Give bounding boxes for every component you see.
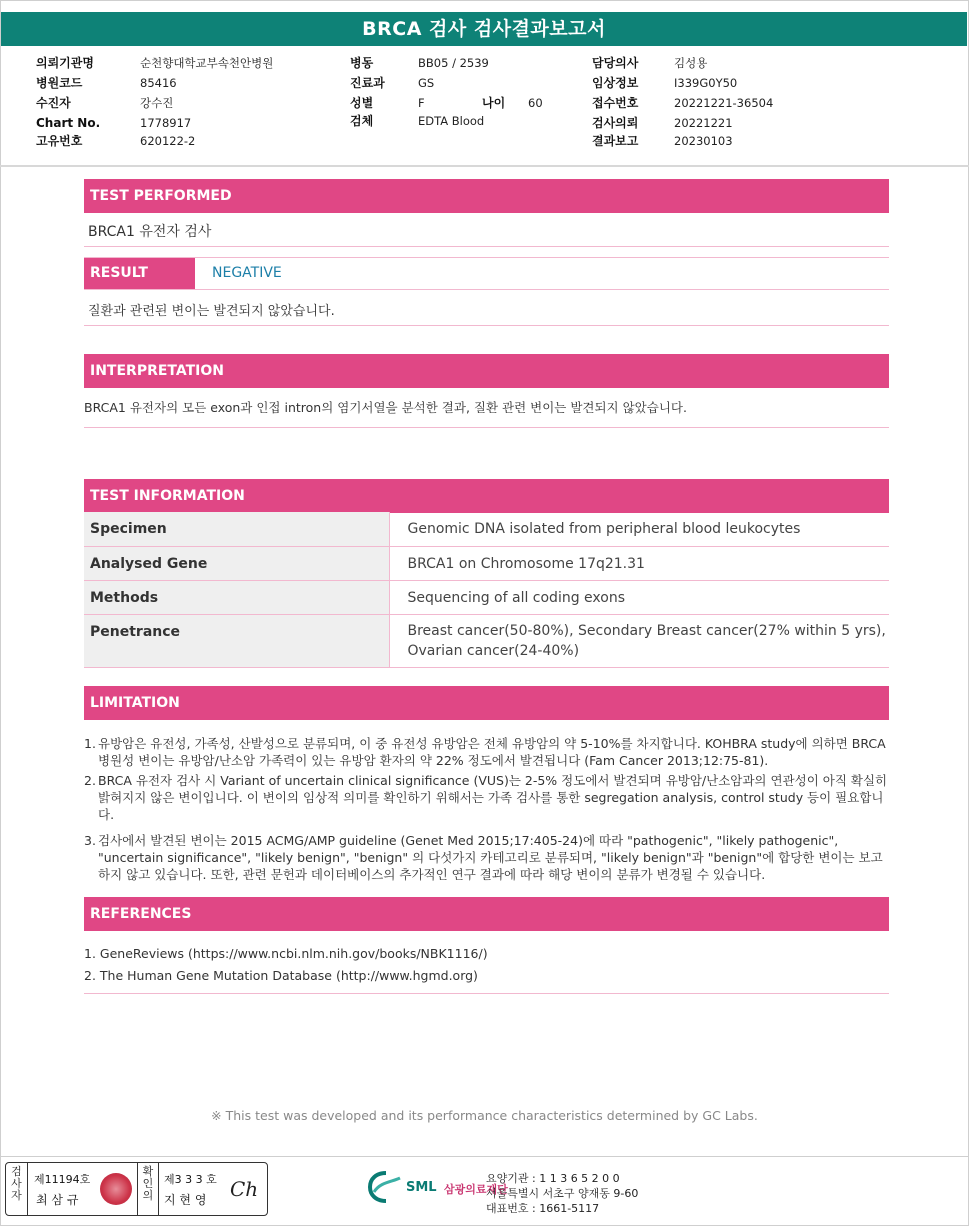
info-label: 수진자 xyxy=(36,96,71,110)
confirmer-license: 제3 3 3 호 xyxy=(164,1173,217,1186)
item-number: 1. xyxy=(84,736,96,751)
divider xyxy=(0,1156,969,1157)
lab-name: 삼광의료재단 xyxy=(444,1183,508,1196)
item-number: 2. xyxy=(84,773,96,788)
sex: F xyxy=(418,96,425,110)
limitation-heading: LIMITATION xyxy=(84,686,889,720)
info-row xyxy=(350,76,385,90)
confirmer-name: 지 현 영 xyxy=(164,1193,207,1207)
inspector-license: 제11194호 xyxy=(34,1173,91,1186)
seal-stamp xyxy=(100,1173,132,1205)
sml-logo-text: SML xyxy=(406,1180,437,1195)
row-value: Genomic DNA isolated from peripheral blood leukocytes xyxy=(389,512,889,546)
info-label: Chart No. xyxy=(36,116,101,130)
info-value xyxy=(674,76,737,90)
info-row xyxy=(36,96,71,110)
divider xyxy=(84,427,889,428)
confirmer-label xyxy=(137,1163,159,1215)
divider xyxy=(84,325,889,326)
limitation-item xyxy=(84,735,889,769)
info-value xyxy=(528,96,543,110)
hospital-code: 85416 xyxy=(140,76,177,90)
lab-address: 서울특별시 서초구 양재동 9-60 xyxy=(486,1187,639,1200)
info-row xyxy=(350,56,373,70)
row-key: Methods xyxy=(84,580,389,614)
interpretation-text: BRCA1 유전자의 모든 exon과 인접 intron의 염기서열을 분석한 결과, 질환 관련 변이는 발견되지 않았습니다. xyxy=(84,400,687,415)
unique-id: 620122-2 xyxy=(140,134,196,148)
info-row xyxy=(36,116,100,130)
info-value xyxy=(674,56,707,70)
info-value xyxy=(140,116,191,130)
lab-phone: 대표번호 : 1661-5117 xyxy=(486,1202,600,1215)
divider xyxy=(84,993,889,994)
row-value: BRCA1 on Chromosome 17q21.31 xyxy=(389,546,889,580)
info-row xyxy=(592,76,638,90)
patient-name: 강수진 xyxy=(140,96,174,110)
limitation-item xyxy=(84,772,889,823)
divider xyxy=(84,289,889,290)
footnote: ※ This test was developed and its performance characteristics determined by GC Labs. xyxy=(211,1108,758,1123)
info-value xyxy=(674,134,733,148)
table-row xyxy=(84,614,889,667)
info-value xyxy=(140,134,195,148)
test-information-table xyxy=(84,512,889,668)
penetrance-line-1: Breast cancer(50-80%), Secondary Breast cancer(27% within 5 yrs), xyxy=(407,622,886,639)
inspector-label-text: 검사자 xyxy=(11,1165,22,1202)
report-date: 20230103 xyxy=(674,134,733,148)
interpretation-heading: INTERPRETATION xyxy=(84,354,889,388)
info-label: 검사의뢰 xyxy=(592,116,639,130)
info-label: 임상정보 xyxy=(592,76,639,90)
info-row xyxy=(36,134,82,148)
info-value xyxy=(674,96,773,110)
item-number: 3. xyxy=(84,833,96,848)
test-performed-value: BRCA1 유전자 검사 xyxy=(88,224,212,240)
item-text: BRCA 유전자 검사 시 Variant of uncertain clinical significance (VUS)는 2-5% 정도에서 발견되며 유방암/난소암과의 연관성이 아직 확실히 밝혀지지 않은 변이입니다. 이 변이의 임상적 의미를 확인하기 위해서는 가족 검사를 통한 segregation analysis, control study 등이 필요합니다. xyxy=(98,773,888,822)
info-label: 성별 xyxy=(350,96,374,110)
info-value xyxy=(674,116,733,130)
handwritten-signature: Ch xyxy=(230,1177,259,1201)
info-label: 결과보고 xyxy=(592,134,639,148)
item-text: 유방암은 유전성, 가족성, 산발성으로 분류되며, 이 중 유전성 유방암은 전체 유방암의 약 5-10%를 차지합니다. KOHBRA study에 의하면 BRCA 병원성 변이는 유방암/난소암 가족력이 있는 유방암 환자의 약 22% 정도에서 발견됩니다 (Fam Cancer 2013;12:75-81). xyxy=(98,736,886,768)
limitation-item xyxy=(84,832,889,883)
lab-code: 요양기관 : 1 1 3 6 5 2 0 0 xyxy=(486,1172,620,1185)
info-label: 접수번호 xyxy=(592,96,639,110)
request-date: 20221221 xyxy=(674,116,733,130)
info-row xyxy=(592,96,638,110)
report-title: BRCA 검사 검사결과보고서 xyxy=(1,12,967,46)
chart-no: 1778917 xyxy=(140,116,192,130)
result-value: NEGATIVE xyxy=(212,265,282,281)
info-row xyxy=(36,56,94,70)
info-label: 나이 xyxy=(482,96,506,110)
sml-logo-icon xyxy=(366,1170,406,1204)
table-row xyxy=(84,546,889,580)
info-value xyxy=(418,96,425,110)
info-label: 고유번호 xyxy=(36,134,83,148)
info-row xyxy=(350,114,373,128)
test-information-heading: TEST INFORMATION xyxy=(84,479,889,513)
result-label: RESULT xyxy=(84,258,195,289)
info-label: 병동 xyxy=(350,56,374,70)
age: 60 xyxy=(528,96,543,110)
table-row xyxy=(84,512,889,546)
result-description: 질환과 관련된 변이는 발견되지 않았습니다. xyxy=(88,304,335,319)
info-row xyxy=(350,96,373,110)
row-key: Penetrance xyxy=(84,614,389,667)
hospital-name: 순천향대학교부속천안병원 xyxy=(140,56,274,70)
info-value xyxy=(418,76,434,90)
info-label: 의뢰기관명 xyxy=(36,56,94,70)
department: GS xyxy=(418,76,435,90)
info-row xyxy=(592,134,638,148)
receipt-number: 20221221-36504 xyxy=(674,96,774,110)
penetrance-line-2: Ovarian cancer(24-40%) xyxy=(407,642,580,659)
patient-info-header xyxy=(0,48,969,167)
table-row xyxy=(84,580,889,614)
info-value xyxy=(140,96,173,110)
divider xyxy=(84,246,889,247)
reference-item: 1. GeneReviews (https://www.ncbi.nlm.nih.gov/books/NBK1116/) xyxy=(84,946,488,961)
info-value xyxy=(418,56,489,70)
info-label: 진료과 xyxy=(350,76,385,90)
inspector-label xyxy=(6,1163,28,1215)
info-label: 병원코드 xyxy=(36,76,83,90)
info-row xyxy=(36,76,82,90)
ward: BB05 / 2539 xyxy=(418,56,489,70)
signature-box xyxy=(5,1162,268,1216)
info-label: 검체 xyxy=(350,114,374,128)
info-value xyxy=(140,56,273,70)
info-row xyxy=(482,96,505,110)
reference-item: 2. The Human Gene Mutation Database (http://www.hgmd.org) xyxy=(84,968,478,983)
doctor-name: 김성용 xyxy=(674,56,708,70)
inspector-name: 최 삼 규 xyxy=(36,1193,79,1207)
row-value xyxy=(389,614,889,667)
row-value: Sequencing of all coding exons xyxy=(389,580,889,614)
row-key: Specimen xyxy=(84,512,389,546)
clinical-info: I339G0Y50 xyxy=(674,76,738,90)
item-text: 검사에서 발견된 변이는 2015 ACMG/AMP guideline (Genet Med 2015;17:405-24)에 따라 "pathogenic", "likely pathogenic", "uncertain significance", "likely benign", "benign" 의 다섯가지 카테고리로 분류되며, "likely benign"과 "benign"에 합당한 변이는 보고하지 않고 있습니다. 또한, 관련 문헌과 데이터베이스의 추가적인 연구 결과에 따라 해당 변이의 분류가 변경될 수 있습니다. xyxy=(98,833,883,882)
info-value xyxy=(140,76,177,90)
row-key: Analysed Gene xyxy=(84,546,389,580)
specimen-type: EDTA Blood xyxy=(418,114,485,128)
confirmer-label-text: 확인의 xyxy=(142,1165,154,1202)
info-value xyxy=(418,114,484,128)
info-row xyxy=(592,56,638,70)
info-label: 담당의사 xyxy=(592,56,639,70)
test-performed-heading: TEST PERFORMED xyxy=(84,179,889,213)
info-row xyxy=(592,116,638,130)
divider xyxy=(84,257,889,258)
references-heading: REFERENCES xyxy=(84,897,889,931)
